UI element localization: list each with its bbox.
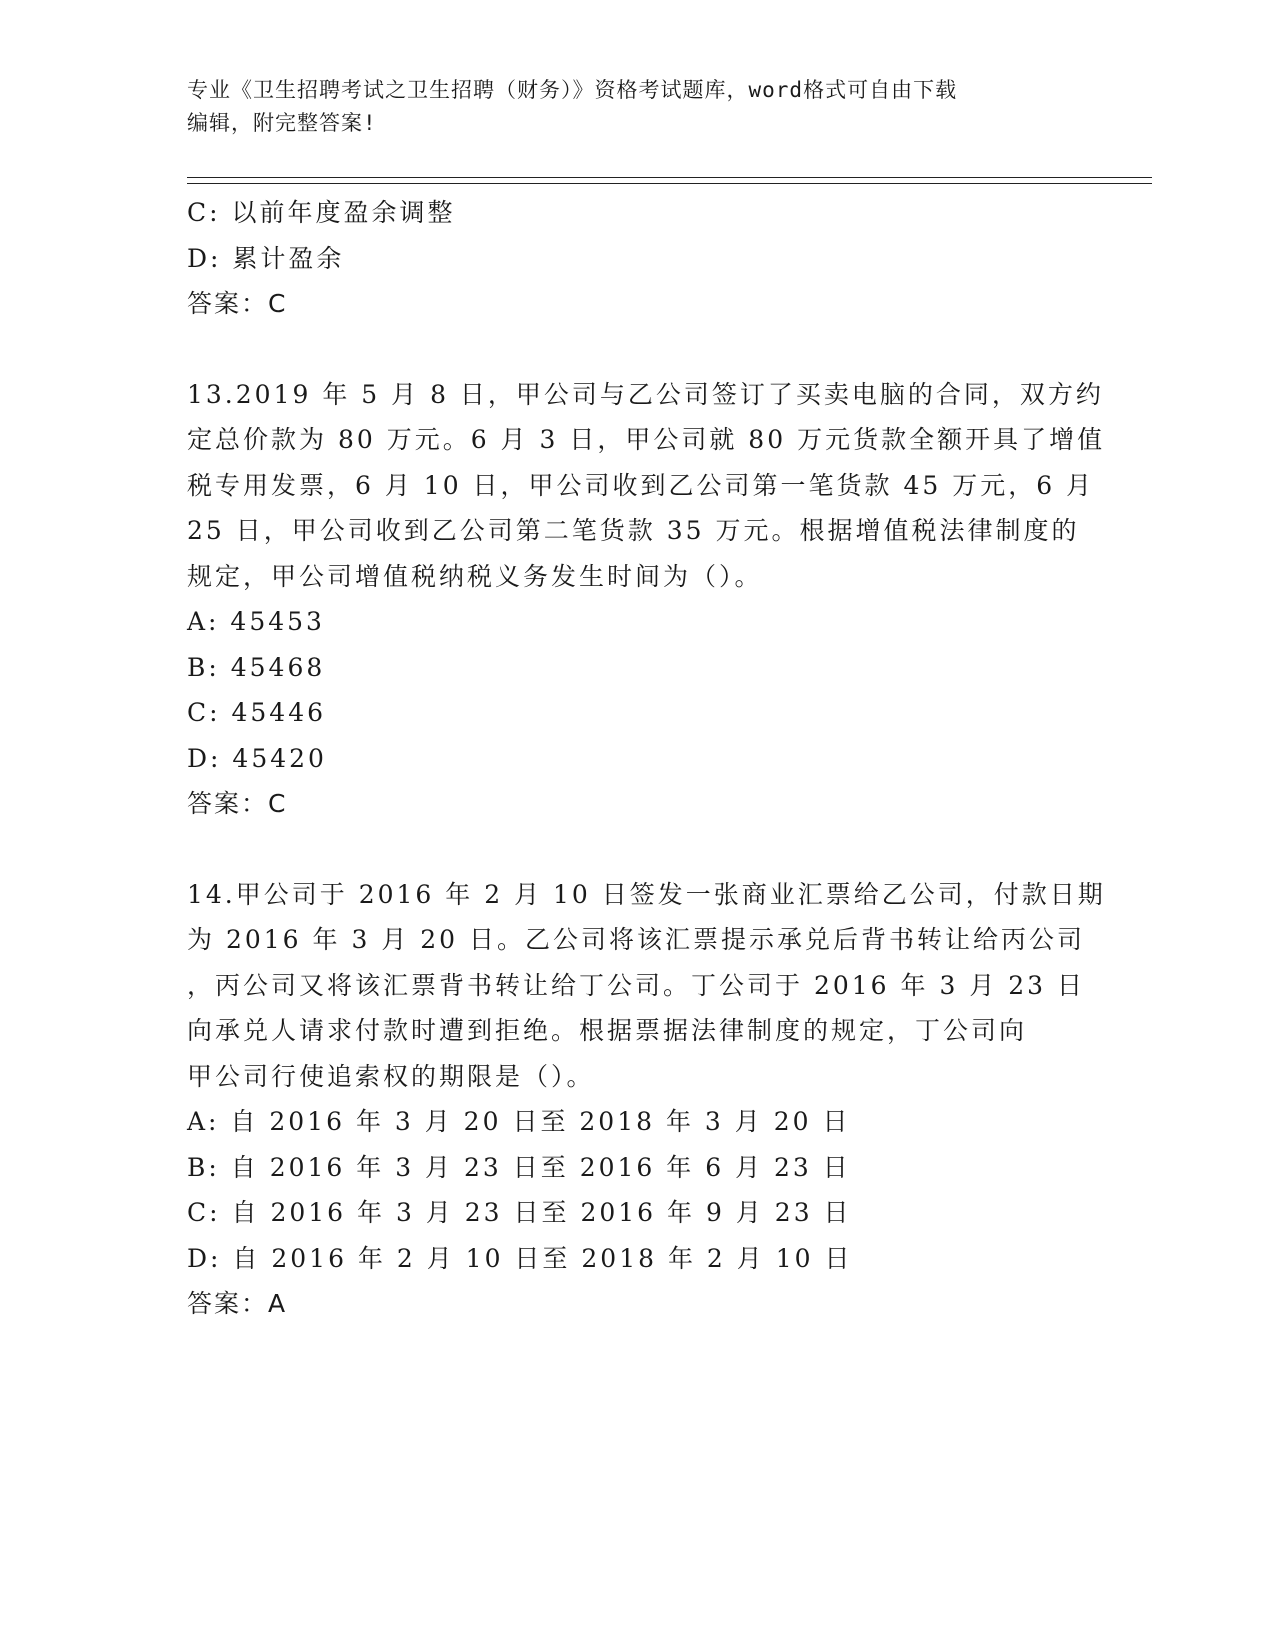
question-text-line: 定总价款为 80 万元。6 月 3 日，甲公司就 80 万元货款全额开具了增值 — [187, 425, 1106, 454]
question-13-block — [187, 372, 1106, 827]
question-text-line: 25 日，甲公司收到乙公司第二笔货款 35 万元。根据增值税法律制度的 — [187, 516, 1080, 545]
header-divider-bottom — [187, 183, 1152, 184]
question-text-line: 14.甲公司于 2016 年 2 月 10 日签发一张商业汇票给乙公司，付款日期 — [187, 879, 1106, 909]
header-line-2: 编辑，附完整答案! — [187, 111, 377, 135]
question-text-line: 税专用发票，6 月 10 日，甲公司收到乙公司第一笔货款 45 万元，6 月 — [187, 470, 1095, 500]
option-d: D: 累计盈余 — [187, 243, 345, 273]
page-header — [187, 74, 1067, 140]
spacer — [187, 827, 1087, 872]
option-a: A: 自 2016 年 3 月 20 日至 2018 年 3 月 20 日 — [187, 1107, 851, 1136]
answer-line: 答案：C — [187, 289, 288, 318]
answer-line: 答案：A — [187, 1289, 288, 1318]
option-b: B: 45468 — [187, 652, 326, 682]
question-text-line: 为 2016 年 3 月 20 日。乙公司将该汇票提示承兑后背书转让给丙公司 — [187, 925, 1086, 954]
question-14-block — [187, 872, 1106, 1327]
header-divider-top — [187, 177, 1152, 178]
question-text-line: 向承兑人请求付款时遭到拒绝。根据票据法律制度的规定，丁公司向 — [187, 1016, 1028, 1045]
spacer — [187, 327, 1087, 372]
document-body — [187, 190, 1106, 1327]
option-c: C: 以前年度盈余调整 — [187, 198, 456, 227]
prev-question-block — [187, 190, 1087, 327]
option-a: A: 45453 — [187, 607, 325, 636]
question-text-line: 13.2019 年 5 月 8 日，甲公司与乙公司签订了买卖电脑的合同，双方约 — [187, 379, 1104, 409]
option-d: D: 自 2016 年 2 月 10 日至 2018 年 2 月 10 日 — [187, 1243, 853, 1273]
option-c: C: 45446 — [187, 698, 327, 727]
question-text-line: 甲公司行使追索权的期限是（）。 — [187, 1061, 595, 1091]
question-text-line: 规定，甲公司增值税纳税义务发生时间为（）。 — [187, 561, 763, 591]
question-text-line: ，丙公司又将该汇票背书转让给丁公司。丁公司于 2016 年 3 月 23 日 — [187, 970, 1086, 1000]
answer-line: 答案：C — [187, 789, 288, 818]
option-c: C: 自 2016 年 3 月 23 日至 2016 年 9 月 23 日 — [187, 1198, 852, 1227]
option-d: D: 45420 — [187, 743, 327, 773]
header-line-1: 专业《卫生招聘考试之卫生招聘（财务）》资格考试题库，word格式可自由下载 — [187, 78, 958, 102]
option-b: B: 自 2016 年 3 月 23 日至 2016 年 6 月 23 日 — [187, 1152, 851, 1182]
